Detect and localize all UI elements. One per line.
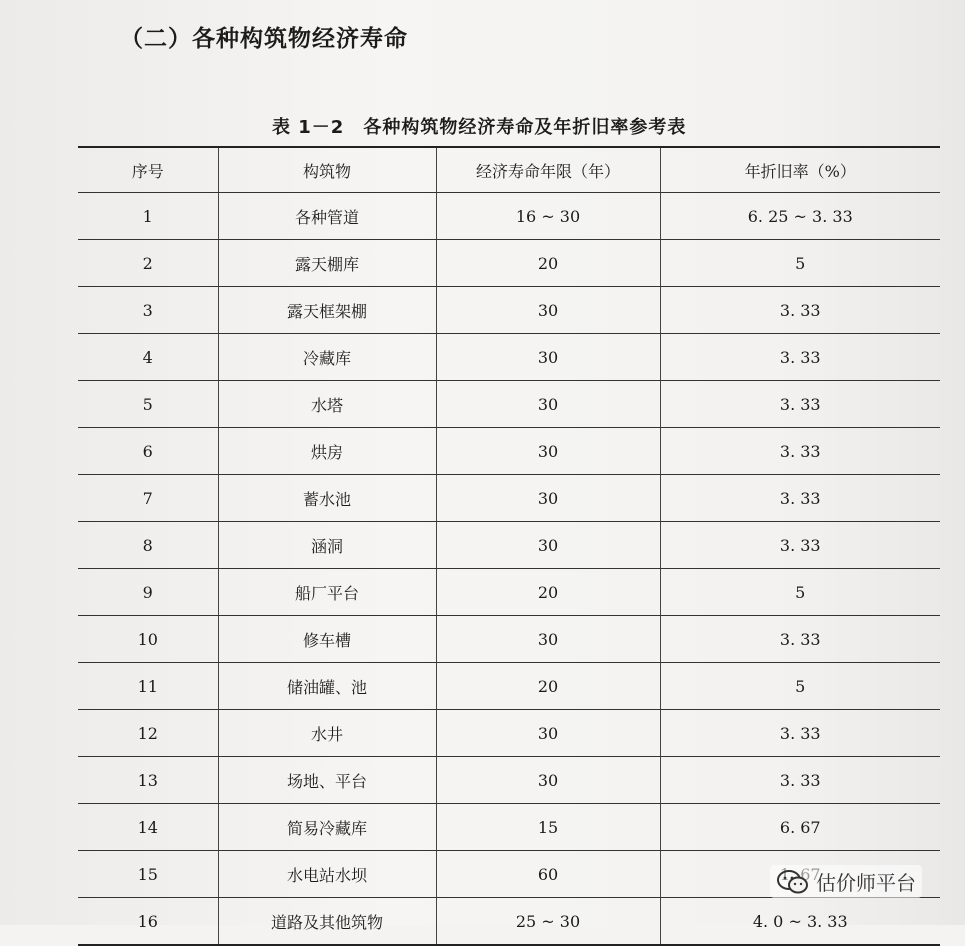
cell-depreciation-rate: 5 [660,240,940,287]
cell-structure: 水塔 [218,381,436,428]
cell-index: 1 [78,193,218,240]
cell-index: 5 [78,381,218,428]
cell-index: 7 [78,475,218,522]
cell-structure: 各种管道 [218,193,436,240]
cell-depreciation-rate: 3. 33 [660,334,940,381]
cell-index: 3 [78,287,218,334]
reference-table [78,146,940,946]
cell-economic-life: 20 [436,663,660,710]
cell-depreciation-rate: 3. 33 [660,381,940,428]
cell-depreciation-rate: 3. 33 [660,287,940,334]
header-economic-life: 经济寿命年限（年） [436,147,660,193]
table-header [78,147,940,193]
cell-depreciation-rate: 3. 33 [660,475,940,522]
cell-structure: 修车槽 [218,616,436,663]
cell-economic-life: 30 [436,757,660,804]
header-depreciation-rate: 年折旧率（%） [660,147,940,193]
table-row [78,428,940,475]
cell-depreciation-rate: 6. 25 ~ 3. 33 [660,193,940,240]
cell-index: 14 [78,804,218,851]
cell-depreciation-rate: 3. 33 [660,710,940,757]
cell-structure: 水井 [218,710,436,757]
table-row [78,522,940,569]
cell-index: 16 [78,898,218,946]
cell-index: 15 [78,851,218,898]
table-row [78,757,940,804]
table-row [78,334,940,381]
table-row [78,381,940,428]
table-row [78,287,940,334]
cell-depreciation-rate: 3. 33 [660,428,940,475]
cell-economic-life: 30 [436,475,660,522]
cell-economic-life: 30 [436,381,660,428]
cell-structure: 露天框架棚 [218,287,436,334]
cell-economic-life: 30 [436,616,660,663]
cell-depreciation-rate: 3. 33 [660,757,940,804]
header-structure: 构筑物 [218,147,436,193]
cell-economic-life: 30 [436,522,660,569]
cell-structure: 露天棚库 [218,240,436,287]
table-row [78,475,940,522]
cell-economic-life: 16 ~ 30 [436,193,660,240]
cell-structure: 场地、平台 [218,757,436,804]
cell-economic-life: 20 [436,240,660,287]
cell-depreciation-rate: 3. 33 [660,616,940,663]
cell-structure: 烘房 [218,428,436,475]
cell-structure: 储油罐、池 [218,663,436,710]
cell-economic-life: 20 [436,569,660,616]
table-body [78,193,940,946]
section-heading: （二）各种构筑物经济寿命 [120,26,408,52]
table-row [78,569,940,616]
cell-index: 12 [78,710,218,757]
cell-structure: 水电站水坝 [218,851,436,898]
table-row [78,193,940,240]
cell-depreciation-rate: 5 [660,663,940,710]
cell-economic-life: 15 [436,804,660,851]
table-row [78,804,940,851]
table-row [78,898,940,946]
cell-depreciation-rate: 3. 33 [660,522,940,569]
cell-structure: 船厂平台 [218,569,436,616]
cell-index: 10 [78,616,218,663]
cell-depreciation-rate: 6. 67 [660,804,940,851]
cell-index: 9 [78,569,218,616]
cell-economic-life: 30 [436,710,660,757]
cell-depreciation-rate: 4. 0 ~ 3. 33 [660,898,940,946]
reference-table-container [78,146,940,946]
cell-structure: 蓄水池 [218,475,436,522]
table-row [78,663,940,710]
cell-structure: 道路及其他筑物 [218,898,436,946]
cell-index: 4 [78,334,218,381]
cell-index: 8 [78,522,218,569]
cell-economic-life: 25 ~ 30 [436,898,660,946]
table-caption: 表 1－2 各种构筑物经济寿命及年折旧率参考表 [272,117,687,138]
header-index: 序号 [78,147,218,193]
cell-index: 2 [78,240,218,287]
cell-index: 6 [78,428,218,475]
cell-economic-life: 30 [436,287,660,334]
wechat-icon [776,869,810,895]
cell-economic-life: 60 [436,851,660,898]
cell-economic-life: 30 [436,334,660,381]
cell-economic-life: 30 [436,428,660,475]
table-row [78,710,940,757]
cell-structure: 涵洞 [218,522,436,569]
cell-index: 13 [78,757,218,804]
watermark-text: 估价师平台 [816,871,916,895]
watermark [770,865,922,898]
table-row [78,240,940,287]
cell-structure: 冷藏库 [218,334,436,381]
cell-index: 11 [78,663,218,710]
cell-depreciation-rate: 5 [660,569,940,616]
cell-structure: 简易冷藏库 [218,804,436,851]
table-row [78,616,940,663]
